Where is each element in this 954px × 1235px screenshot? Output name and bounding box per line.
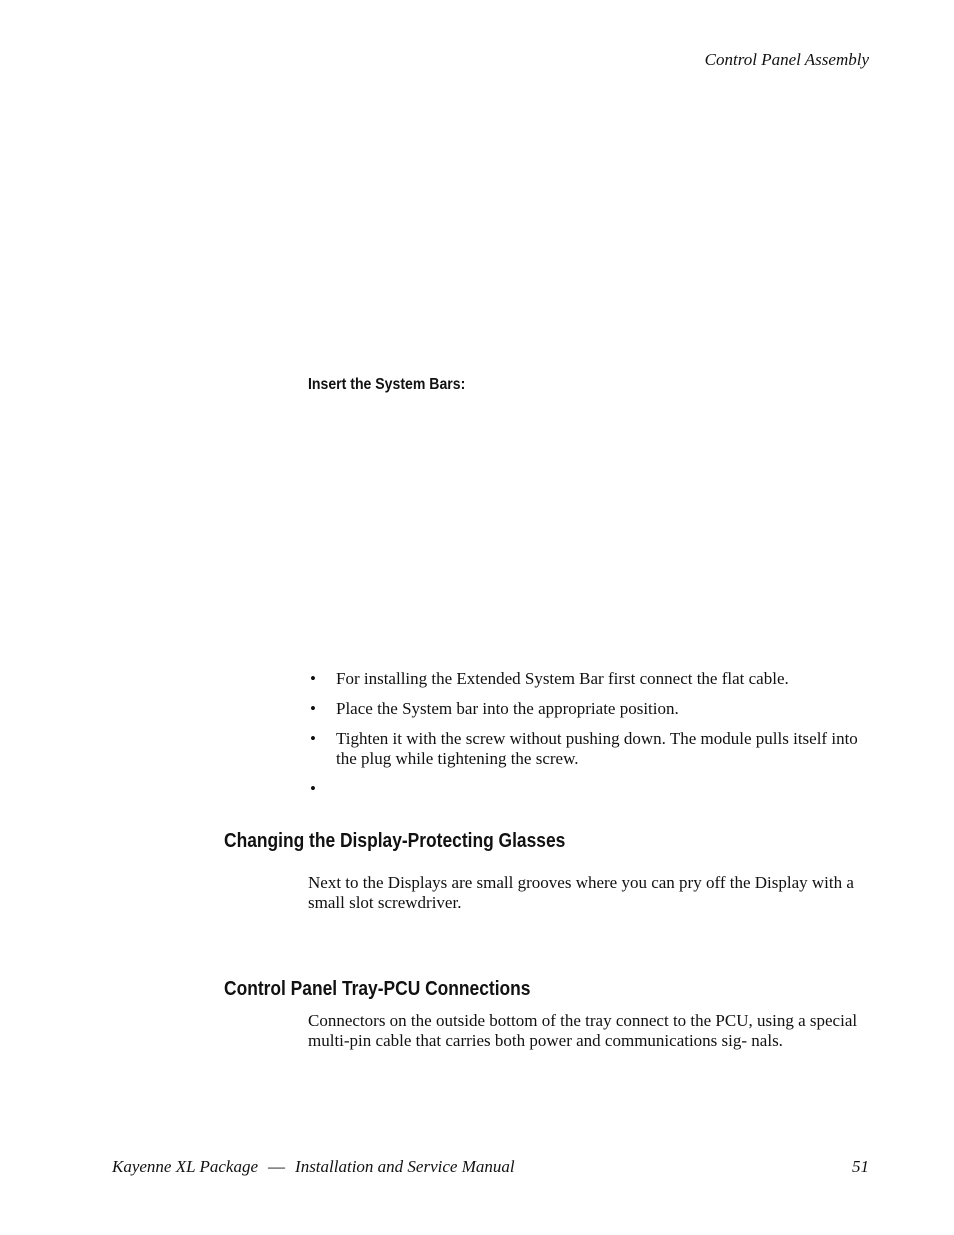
bullet-glyph: •	[310, 699, 316, 718]
bullet-item	[308, 669, 868, 689]
bullet-glyph: •	[310, 779, 316, 798]
bullet-item-empty	[308, 779, 868, 799]
bullet-item	[308, 699, 868, 719]
bullet-text: Place the System bar into the appropriate position.	[336, 699, 679, 718]
page-number: 51	[852, 1157, 869, 1176]
footer-title: Kayenne XL Package	[112, 1157, 259, 1176]
footer-subtitle: Installation and Service Manual	[295, 1157, 515, 1176]
bullet-glyph: •	[310, 669, 316, 688]
system-bars-subheading: Insert the System Bars:	[308, 376, 466, 393]
bullet-glyph: •	[310, 729, 316, 748]
system-bars-bullet-list	[308, 669, 868, 809]
bullet-text: Tighten it with the screw without pushing down. The module pulls itself into the plug while tightening the screw.	[336, 729, 858, 768]
bullet-item	[308, 729, 868, 769]
section-body-display-glasses: Next to the Displays are small grooves where you can pry off the Display with a small slot screwdriver.	[308, 873, 854, 912]
section-body-tray-pcu: Connectors on the outside bottom of the tray connect to the PCU, using a special multi-pin cable that carries both power and communications sig- nals.	[308, 1011, 858, 1050]
section-heading-display-glasses: Changing the Display-Protecting Glasses	[224, 830, 566, 852]
running-header: Control Panel Assembly	[704, 50, 869, 69]
bullet-text: For installing the Extended System Bar first connect the flat cable.	[336, 669, 789, 688]
footer-manual-title	[112, 1157, 515, 1177]
section-heading-tray-pcu: Control Panel Tray-PCU Connections	[224, 978, 531, 1000]
footer-separator: —	[268, 1157, 286, 1176]
